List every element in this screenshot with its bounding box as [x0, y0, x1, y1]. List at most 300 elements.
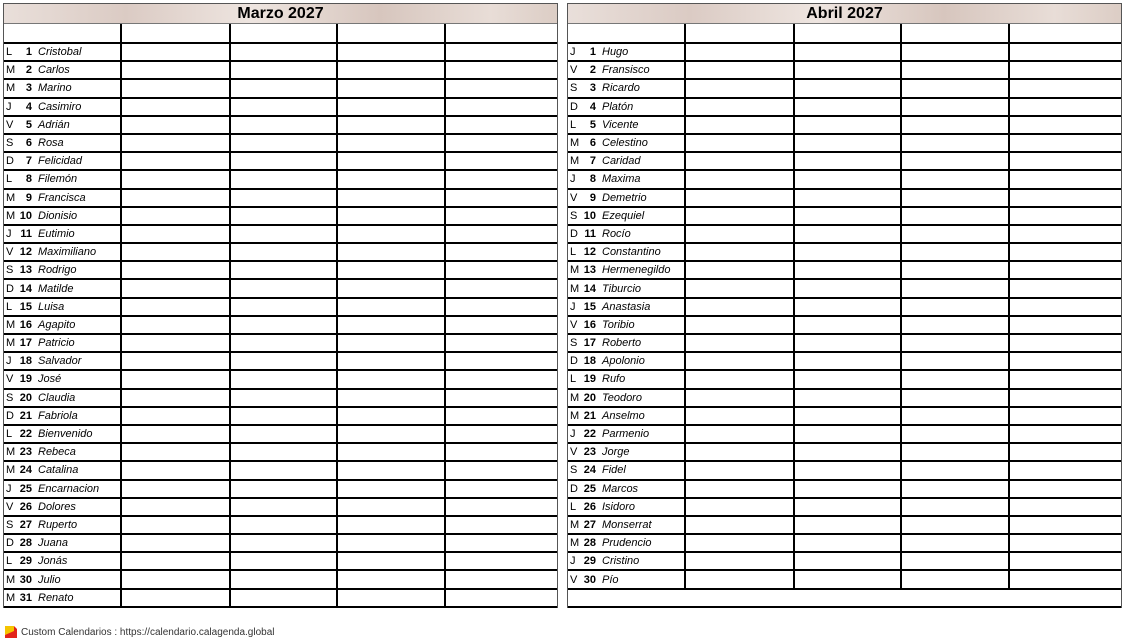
note-cell[interactable]: [446, 280, 557, 296]
note-cell[interactable]: [902, 62, 1010, 78]
note-cell[interactable]: [902, 444, 1010, 460]
note-cell[interactable]: [902, 208, 1010, 224]
day-number: 30: [19, 573, 32, 586]
day-number: 10: [19, 209, 32, 222]
note-cell[interactable]: [446, 317, 557, 333]
weekday-letter: M: [570, 391, 580, 404]
note-cell[interactable]: [446, 99, 557, 115]
weekday-letter: V: [6, 500, 14, 513]
note-cell[interactable]: [446, 353, 557, 369]
note-cell[interactable]: [338, 353, 446, 369]
note-cell[interactable]: [686, 444, 795, 460]
note-cell[interactable]: [446, 535, 557, 551]
note-cell[interactable]: [686, 408, 795, 424]
note-cell[interactable]: [446, 62, 557, 78]
note-cell[interactable]: [795, 44, 902, 60]
note-cell[interactable]: [795, 335, 902, 351]
saint-name: Rebeca: [38, 446, 76, 459]
note-cell[interactable]: [902, 244, 1010, 260]
note-cell[interactable]: [446, 153, 557, 169]
saint-name: Casimiro: [38, 100, 82, 113]
note-cell[interactable]: [231, 135, 338, 151]
note-cell[interactable]: [795, 553, 902, 569]
day-number: 6: [589, 137, 596, 150]
note-cell[interactable]: [446, 190, 557, 206]
note-cell[interactable]: [686, 481, 795, 497]
note-cell[interactable]: [338, 171, 446, 187]
note-cell[interactable]: [446, 517, 557, 533]
note-cell[interactable]: [122, 99, 231, 115]
note-cell[interactable]: [338, 190, 446, 206]
note-cell[interactable]: [446, 408, 557, 424]
note-cell[interactable]: [231, 299, 338, 315]
note-cell[interactable]: [122, 426, 231, 442]
note-cell[interactable]: [902, 535, 1010, 551]
note-cell[interactable]: [231, 535, 338, 551]
note-cell[interactable]: [795, 280, 902, 296]
note-cell[interactable]: [795, 481, 902, 497]
note-cell[interactable]: [122, 444, 231, 460]
note-cell[interactable]: [1010, 571, 1121, 587]
note-cell[interactable]: [686, 353, 795, 369]
note-cell[interactable]: [686, 299, 795, 315]
note-cell[interactable]: [231, 462, 338, 478]
note-cell[interactable]: [686, 371, 795, 387]
note-cell[interactable]: [231, 226, 338, 242]
note-cell[interactable]: [231, 80, 338, 96]
note-cell[interactable]: [338, 117, 446, 133]
note-cell[interactable]: [338, 262, 446, 278]
note-cell[interactable]: [122, 499, 231, 515]
note-cell[interactable]: [446, 226, 557, 242]
note-cell[interactable]: [1010, 553, 1121, 569]
day-row: [568, 226, 1121, 244]
weekday-letter: M: [570, 518, 580, 531]
note-cell[interactable]: [122, 226, 231, 242]
note-cell[interactable]: [902, 153, 1010, 169]
saint-name: José: [38, 373, 62, 386]
note-cell[interactable]: [231, 517, 338, 533]
note-cell[interactable]: [795, 462, 902, 478]
note-cell[interactable]: [231, 553, 338, 569]
note-cell[interactable]: [446, 390, 557, 406]
note-cell[interactable]: [795, 371, 902, 387]
note-cell[interactable]: [338, 371, 446, 387]
note-cell[interactable]: [122, 390, 231, 406]
day-cell: [4, 444, 122, 460]
note-cell[interactable]: [686, 280, 795, 296]
note-cell[interactable]: [902, 408, 1010, 424]
day-row: [568, 99, 1121, 117]
note-cell[interactable]: [795, 244, 902, 260]
note-cell[interactable]: [122, 80, 231, 96]
note-cell[interactable]: [902, 262, 1010, 278]
note-cell[interactable]: [686, 317, 795, 333]
note-cell[interactable]: [795, 262, 902, 278]
note-cell[interactable]: [686, 462, 795, 478]
note-cell[interactable]: [446, 299, 557, 315]
note-cell[interactable]: [231, 426, 338, 442]
saint-name: Anastasia: [602, 300, 651, 313]
weekday-letter: S: [6, 391, 14, 404]
note-cell[interactable]: [686, 153, 795, 169]
note-cell[interactable]: [338, 99, 446, 115]
note-cell[interactable]: [795, 80, 902, 96]
note-cell[interactable]: [1010, 317, 1121, 333]
note-cell[interactable]: [902, 80, 1010, 96]
note-cell[interactable]: [795, 426, 902, 442]
note-cell[interactable]: [231, 390, 338, 406]
note-cell[interactable]: [1010, 208, 1121, 224]
note-cell[interactable]: [122, 117, 231, 133]
note-cell[interactable]: [338, 44, 446, 60]
note-cell[interactable]: [795, 62, 902, 78]
note-cell[interactable]: [231, 280, 338, 296]
day-number: 2: [589, 64, 596, 77]
note-cell[interactable]: [1010, 535, 1121, 551]
day-cell: [4, 390, 122, 406]
day-row: [568, 499, 1121, 517]
day-cell: [4, 80, 122, 96]
note-cell[interactable]: [231, 171, 338, 187]
note-cell[interactable]: [338, 208, 446, 224]
note-cell[interactable]: [686, 426, 795, 442]
note-cell[interactable]: [1010, 335, 1121, 351]
note-cell[interactable]: [1010, 390, 1121, 406]
note-cell[interactable]: [231, 190, 338, 206]
note-cell[interactable]: [122, 590, 231, 606]
day-row: [4, 99, 557, 117]
note-cell[interactable]: [1010, 62, 1121, 78]
note-cell[interactable]: [686, 535, 795, 551]
note-cell[interactable]: [686, 208, 795, 224]
note-cell[interactable]: [122, 62, 231, 78]
day-row: [568, 571, 1121, 589]
day-number: 11: [584, 227, 596, 240]
note-cell[interactable]: [795, 99, 902, 115]
note-cell[interactable]: [122, 153, 231, 169]
note-cell[interactable]: [902, 317, 1010, 333]
weekday-letter: M: [570, 282, 580, 295]
note-cell[interactable]: [902, 517, 1010, 533]
empty-row: [568, 590, 1121, 608]
note-cell[interactable]: [122, 371, 231, 387]
note-cell[interactable]: [231, 244, 338, 260]
note-cell[interactable]: [1010, 226, 1121, 242]
note-cell[interactable]: [795, 117, 902, 133]
note-cell[interactable]: [686, 62, 795, 78]
day-cell: [4, 117, 122, 133]
note-cell[interactable]: [338, 244, 446, 260]
note-cell[interactable]: [122, 135, 231, 151]
note-cell[interactable]: [122, 244, 231, 260]
note-cell[interactable]: [338, 335, 446, 351]
weekday-letter: J: [6, 482, 12, 495]
note-cell[interactable]: [902, 571, 1010, 587]
day-row: [568, 408, 1121, 426]
note-cell[interactable]: [446, 335, 557, 351]
note-cell[interactable]: [686, 571, 795, 587]
note-cell[interactable]: [231, 444, 338, 460]
note-cell[interactable]: [902, 280, 1010, 296]
note-cell[interactable]: [686, 517, 795, 533]
weekday-letter: M: [570, 409, 580, 422]
note-cell[interactable]: [686, 335, 795, 351]
note-cell[interactable]: [795, 517, 902, 533]
note-cell[interactable]: [122, 517, 231, 533]
note-cell[interactable]: [446, 44, 557, 60]
note-cell[interactable]: [122, 535, 231, 551]
note-cell[interactable]: [338, 517, 446, 533]
note-cell[interactable]: [902, 390, 1010, 406]
note-cell[interactable]: [122, 462, 231, 478]
note-cell[interactable]: [338, 62, 446, 78]
note-cell[interactable]: [902, 499, 1010, 515]
note-cell[interactable]: [686, 390, 795, 406]
day-row: [568, 317, 1121, 335]
note-cell[interactable]: [338, 408, 446, 424]
day-cell: [4, 135, 122, 151]
note-cell[interactable]: [122, 335, 231, 351]
note-cell[interactable]: [122, 553, 231, 569]
note-cell[interactable]: [122, 171, 231, 187]
note-cell[interactable]: [795, 535, 902, 551]
note-cell[interactable]: [338, 390, 446, 406]
note-cell[interactable]: [338, 481, 446, 497]
day-number: 31: [19, 591, 32, 604]
weekday-letter: D: [6, 155, 14, 168]
note-cell[interactable]: [1010, 462, 1121, 478]
note-cell[interactable]: [902, 371, 1010, 387]
note-cell[interactable]: [795, 135, 902, 151]
note-cell[interactable]: [795, 408, 902, 424]
note-cell[interactable]: [122, 353, 231, 369]
note-cell[interactable]: [231, 408, 338, 424]
day-row: [568, 371, 1121, 389]
note-cell[interactable]: [902, 353, 1010, 369]
note-cell[interactable]: [795, 171, 902, 187]
note-cell[interactable]: [686, 135, 795, 151]
note-cell[interactable]: [231, 262, 338, 278]
day-number: 14: [19, 282, 32, 295]
note-cell[interactable]: [1010, 481, 1121, 497]
note-cell[interactable]: [686, 171, 795, 187]
note-cell[interactable]: [122, 208, 231, 224]
note-cell[interactable]: [1010, 299, 1121, 315]
note-cell[interactable]: [1010, 44, 1121, 60]
note-cell[interactable]: [122, 317, 231, 333]
note-cell[interactable]: [122, 262, 231, 278]
note-cell[interactable]: [1010, 353, 1121, 369]
note-cell[interactable]: [338, 135, 446, 151]
note-cell[interactable]: [686, 226, 795, 242]
note-cell[interactable]: [338, 317, 446, 333]
note-cell[interactable]: [122, 571, 231, 587]
note-cell[interactable]: [231, 317, 338, 333]
note-cell[interactable]: [795, 444, 902, 460]
note-cell[interactable]: [686, 244, 795, 260]
note-cell[interactable]: [122, 44, 231, 60]
note-cell[interactable]: [231, 335, 338, 351]
note-cell[interactable]: [1010, 244, 1121, 260]
note-cell[interactable]: [122, 408, 231, 424]
day-cell: [4, 62, 122, 78]
note-cell[interactable]: [446, 262, 557, 278]
note-cell[interactable]: [686, 553, 795, 569]
note-cell[interactable]: [446, 462, 557, 478]
weekday-letter: L: [6, 428, 13, 441]
note-cell[interactable]: [902, 553, 1010, 569]
note-cell[interactable]: [1010, 517, 1121, 533]
note-cell[interactable]: [686, 117, 795, 133]
note-cell[interactable]: [686, 99, 795, 115]
note-cell[interactable]: [795, 353, 902, 369]
note-cell[interactable]: [902, 299, 1010, 315]
note-cell[interactable]: [1010, 80, 1121, 96]
note-cell[interactable]: [338, 462, 446, 478]
weekday-letter: D: [6, 409, 14, 422]
note-cell[interactable]: [1010, 371, 1121, 387]
note-cell[interactable]: [231, 62, 338, 78]
note-cell[interactable]: [338, 499, 446, 515]
note-cell[interactable]: [1010, 262, 1121, 278]
note-cell[interactable]: [338, 535, 446, 551]
note-cell[interactable]: [446, 426, 557, 442]
weekday-letter: M: [6, 209, 16, 222]
note-cell[interactable]: [1010, 408, 1121, 424]
note-cell[interactable]: [231, 208, 338, 224]
note-cell[interactable]: [795, 499, 902, 515]
note-cell[interactable]: [902, 226, 1010, 242]
note-cell[interactable]: [902, 335, 1010, 351]
saint-name: Ricardo: [602, 82, 640, 95]
saint-name: Dolores: [38, 500, 76, 513]
note-cell[interactable]: [122, 299, 231, 315]
note-cell[interactable]: [338, 280, 446, 296]
note-cell[interactable]: [686, 190, 795, 206]
note-cell[interactable]: [1010, 280, 1121, 296]
note-cell[interactable]: [1010, 99, 1121, 115]
note-cell[interactable]: [446, 80, 557, 96]
note-cell[interactable]: [902, 462, 1010, 478]
day-cell: [568, 444, 686, 460]
note-cell[interactable]: [446, 171, 557, 187]
note-cell[interactable]: [795, 299, 902, 315]
note-cell[interactable]: [231, 481, 338, 497]
note-cell[interactable]: [231, 499, 338, 515]
note-cell[interactable]: [1010, 153, 1121, 169]
day-row: [4, 390, 557, 408]
note-cell[interactable]: [446, 244, 557, 260]
note-cell[interactable]: [795, 390, 902, 406]
day-number: 10: [583, 209, 596, 222]
note-cell[interactable]: [902, 44, 1010, 60]
note-cell[interactable]: [795, 190, 902, 206]
calendar-logo-icon: [5, 626, 17, 638]
note-cell[interactable]: [446, 571, 557, 587]
note-cell[interactable]: [446, 590, 557, 606]
note-cell[interactable]: [902, 117, 1010, 133]
note-cell[interactable]: [795, 153, 902, 169]
note-cell[interactable]: [338, 571, 446, 587]
note-cell[interactable]: [1010, 135, 1121, 151]
note-cell[interactable]: [231, 44, 338, 60]
weekday-letter: J: [6, 227, 12, 240]
day-number: 26: [583, 500, 596, 513]
note-cell[interactable]: [446, 208, 557, 224]
day-row: [4, 280, 557, 298]
note-cell[interactable]: [338, 153, 446, 169]
day-cell: [568, 244, 686, 260]
note-cell[interactable]: [1010, 426, 1121, 442]
day-row: [4, 317, 557, 335]
note-cell[interactable]: [446, 499, 557, 515]
note-cell[interactable]: [231, 571, 338, 587]
note-cell[interactable]: [231, 590, 338, 606]
note-cell[interactable]: [686, 262, 795, 278]
note-cell[interactable]: [795, 208, 902, 224]
saint-name: Cristobal: [38, 46, 82, 59]
note-cell[interactable]: [1010, 499, 1121, 515]
note-cell[interactable]: [338, 226, 446, 242]
note-cell[interactable]: [122, 481, 231, 497]
note-cell[interactable]: [446, 371, 557, 387]
footer-credit[interactable]: Custom Calendarios : https://calendario.calagenda.global: [21, 626, 275, 638]
note-cell[interactable]: [231, 99, 338, 115]
day-cell: [4, 517, 122, 533]
day-number: 22: [583, 428, 596, 441]
note-cell[interactable]: [231, 117, 338, 133]
note-cell[interactable]: [446, 444, 557, 460]
note-cell[interactable]: [1010, 444, 1121, 460]
day-number: 25: [583, 482, 596, 495]
note-cell[interactable]: [902, 481, 1010, 497]
note-cell[interactable]: [795, 571, 902, 587]
note-cell[interactable]: [338, 426, 446, 442]
note-cell[interactable]: [1010, 117, 1121, 133]
note-cell[interactable]: [231, 353, 338, 369]
note-cell[interactable]: [902, 99, 1010, 115]
note-cell[interactable]: [446, 135, 557, 151]
note-cell[interactable]: [122, 190, 231, 206]
note-cell[interactable]: [902, 171, 1010, 187]
note-cell[interactable]: [446, 553, 557, 569]
note-cell[interactable]: [1010, 190, 1121, 206]
note-cell[interactable]: [795, 317, 902, 333]
note-cell[interactable]: [231, 153, 338, 169]
note-cell[interactable]: [686, 44, 795, 60]
saint-name: Hugo: [602, 46, 629, 59]
note-cell[interactable]: [902, 190, 1010, 206]
note-cell[interactable]: [338, 553, 446, 569]
note-cell[interactable]: [902, 426, 1010, 442]
note-cell[interactable]: [338, 299, 446, 315]
note-cell[interactable]: [1010, 171, 1121, 187]
note-cell[interactable]: [795, 226, 902, 242]
note-cell[interactable]: [338, 444, 446, 460]
day-row: [568, 262, 1121, 280]
note-cell[interactable]: [338, 590, 446, 606]
note-cell[interactable]: [686, 499, 795, 515]
note-cell[interactable]: [446, 117, 557, 133]
note-cell[interactable]: [122, 280, 231, 296]
day-cell: [568, 462, 686, 478]
note-cell[interactable]: [338, 80, 446, 96]
note-cell[interactable]: [446, 481, 557, 497]
note-cell[interactable]: [686, 80, 795, 96]
note-cell[interactable]: [902, 135, 1010, 151]
note-cell[interactable]: [231, 371, 338, 387]
